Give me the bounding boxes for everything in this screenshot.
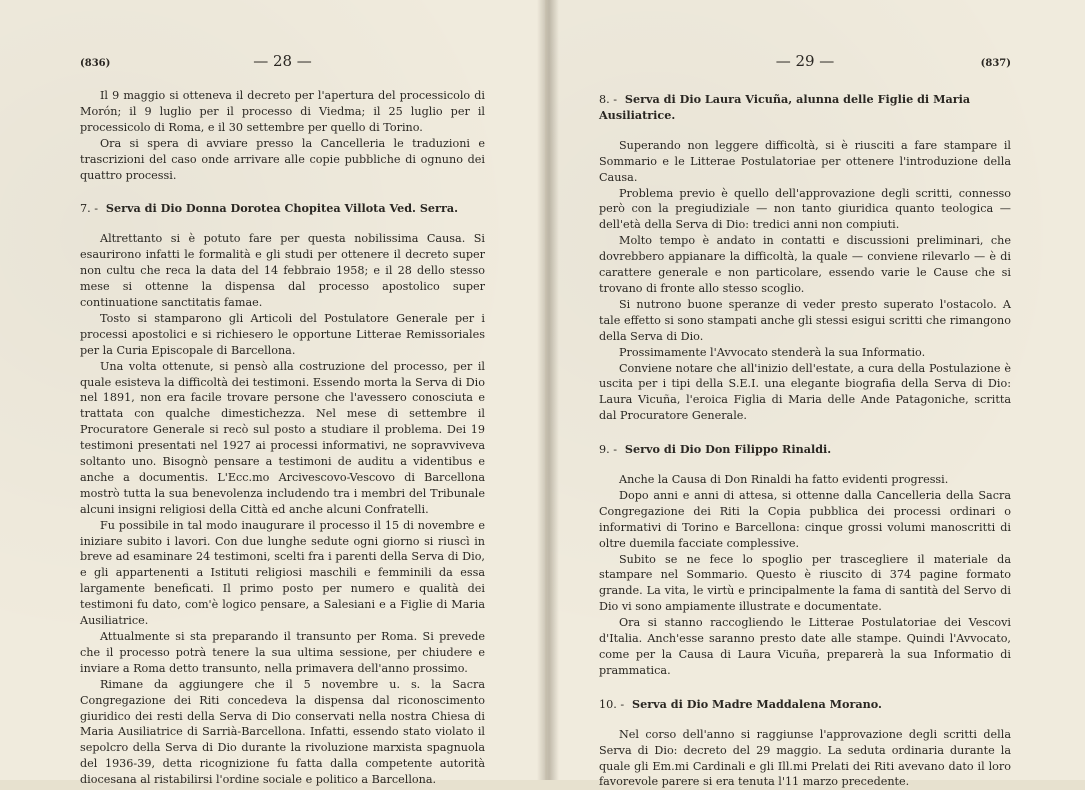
section-heading (599, 697, 1011, 713)
section-number: 7. - (80, 202, 99, 216)
paragraph: Superando non leggere difficoltà, si è riusciti a fare stampare il Sommario e le Litterae Postulatoriae per ottenere l'introduzione della Causa. (599, 138, 1011, 184)
section-number: 9. - (599, 443, 618, 457)
paragraph: Fu possibile in tal modo inaugurare il processo il 15 di novembre e iniziare subito i lavori. Con due lunghe sedute ogni giorno si riuscì in breve ad esaminare 24 testimoni, scelti fra i parenti della Serva di Dio, e gli appartenenti a Istituti religiosi maschili e femminili da essa largamente beneficati. Il primo posto per numero e qualità dei testimoni fu dato, com'è logico pensare, a Salesiani e a Figlie di Maria Ausiliatrice. (80, 518, 485, 628)
paragraph: Prossimamente l'Avvocato stenderà la sua Informatio. (619, 345, 926, 359)
section-heading (599, 442, 1011, 458)
section-number: 8. - (599, 93, 618, 106)
left-page-header (80, 52, 485, 74)
paragraph: Una volta ottenute, si pensò alla costruzione del processo, per il quale esisteva la difficoltà dei testimoni. Essendo morta la Serva di Dio nel 1891, non era facile trovare persone che l'avessero conosciuta e trattata con qualche dimestichezza. Nel mese di settembre il Procuratore Generale si recò sul posto a studiare il problema. Dei 19 testimoni presentati nel 1927 ai processi informativi, ne sopravviveva soltanto uno. Bisognò pensare a testimoni de auditu a videntibus e anche a documentis. L'Ecc.mo Arcivescovo-Vescovo di Barcellona mostrò tutta la sua benevolenza includendo tra i membri del Tribunale alcuni insigni religiosi della Città ed anche alcuni Confratelli. (80, 359, 485, 516)
page-folio: — 28 — (253, 52, 312, 70)
section-title: Serva di Dio Donna Dorotea Chopitea Villota Ved. Serra. (105, 201, 458, 216)
right-page (547, 0, 1085, 789)
paragraph: Subito se ne fece lo spoglio per trascegliere il materiale da stampare nel Sommario. Questo è riuscito di 374 pagine formato grande. La vita, le virtù e principalmente la fama di santità del Servo di Dio vi sono ampiamente illustrate e documentate. (599, 552, 1011, 614)
section-title: Serva di Dio Laura Vicuña, alunna delle Figlie di Maria Ausiliatrice. (599, 92, 971, 122)
paragraph: Problema previo è quello dell'approvazione degli scritti, connesso però con la pregiudiziale — non tanto giuridica quanto teologica — dell'età della Serva di Dio: tredici anni non compiuti. (599, 186, 1011, 232)
section-title: Servo di Dio Don Filippo Rinaldi. (624, 442, 832, 457)
paragraph: Rimane da aggiungere che il 5 novembre u. s. la Sacra Congregazione dei Riti concedeva la dispensa dal riconoscimento giuridico dei resti della Serva di Dio conservati nella nostra Chiesa di Maria Ausiliatrice di Sarrià-Barcellona. Infatti, essendo stato violato il sepolcro della Serva di Dio durante la rivoluzione marxista spagnuola del 1936-39, detta ricognizione fu fatta dalla competente autorità diocesana al ristabilirsi l'ordine sociale e politico a Barcellona. (80, 677, 485, 787)
section-heading (599, 92, 1011, 124)
section-heading (80, 201, 485, 217)
paragraph: Attualmente si sta preparando il transunto per Roma. Si prevede che il processo potrà tenere la sua ultima sessione, per chiudere e inviare a Roma detto transunto, nella primavera dell'anno prossimo. (80, 630, 485, 675)
right-page-header (599, 52, 1011, 74)
paragraph: Molto tempo è andato in contatti e discussioni preliminari, che dovrebbero appianare la difficoltà, la quale — conviene rilevarlo — è di carattere generale e non particolare, essendo varie le Cause che si trovano di fronte allo stesso scoglio. (599, 234, 1011, 295)
paragraph: Ora si stanno raccogliendo le Litterae Postulatoriae dei Vescovi d'Italia. Anch'esse saranno presto date alle stampe. Quindi l'Avvocato, come per la Causa di Laura Vicuña, preparerà la sua Informatio di prammatica. (599, 616, 1011, 677)
section-title: Serva di Dio Madre Maddalena Morano. (632, 696, 882, 711)
page-folio: — 29 — (775, 52, 835, 70)
paragraph: Ora si spera di avviare presso la Cancelleria le traduzioni e trascrizioni del caso onde arrivare alle copie pubbliche di ognuno dei quattro processi. (80, 136, 485, 182)
page-code: (836) (80, 58, 111, 69)
paragraph: Altrettanto si è potuto fare per questa nobilissima Causa. Si esaurirono infatti le formalità e gli studi per ottenere il decreto super non cultu che reca la data del 14 febbraio 1958; e il 28 dello stesso mese si ottenne la dispensa dal processo apostolico super continuatione sanctitatis famae. (80, 232, 485, 309)
paragraph: Conviene notare che all'inizio dell'estate, a cura della Postulazione è uscita per i tipi della S.E.I. una elegante biografia della Serva di Dio: Laura Vicuña, l'eroica Figlia di Maria delle Ande Patagoniche, scritta dal Procuratore Generale. (599, 361, 1011, 423)
book-gutter (537, 0, 559, 780)
paragraph: Si nutrono buone speranze di veder presto superato l'ostacolo. A tale effetto si sono stampati anche gli stessi esigui scritti che rimangono della Serva di Dio. (599, 297, 1011, 343)
section-number: 10. - (599, 697, 625, 711)
paragraph: Nel corso dell'anno si raggiunse l'approvazione degli scritti della Serva di Dio: decreto del 29 maggio. La seduta ordinaria durante la quale gli Em.mi Cardinali e gli Ill.mi Prelati dei Riti avevano dato il loro favorevole parere si era tenuta l'11 marzo precedente. (599, 727, 1011, 789)
paragraph: Anche la Causa di Don Rinaldi ha fatto evidenti progressi. (619, 473, 949, 487)
paragraph: Il 9 maggio si otteneva il decreto per l'apertura del processicolo di Morón; il 9 luglio per il processo di Viedma; il 25 luglio per il processicolo di Roma, e il 30 settembre per quello di Torino. (80, 89, 485, 134)
page-code: (837) (980, 58, 1011, 69)
paragraph: Tosto si stamparono gli Articoli del Postulatore Generale per i processi apostolici e si richiesero le opportune Litterae Remissoriales per la Curia Episcopale di Barcellona. (80, 311, 485, 357)
paragraph: Dopo anni e anni di attesa, si ottenne dalla Cancelleria della Sacra Congregazione dei Riti la Copia pubblica dei processi ordinari o informativi di Torino e Barcellona: cinque grossi volumi manoscritti di oltre duemila facciate complessive. (599, 488, 1011, 550)
